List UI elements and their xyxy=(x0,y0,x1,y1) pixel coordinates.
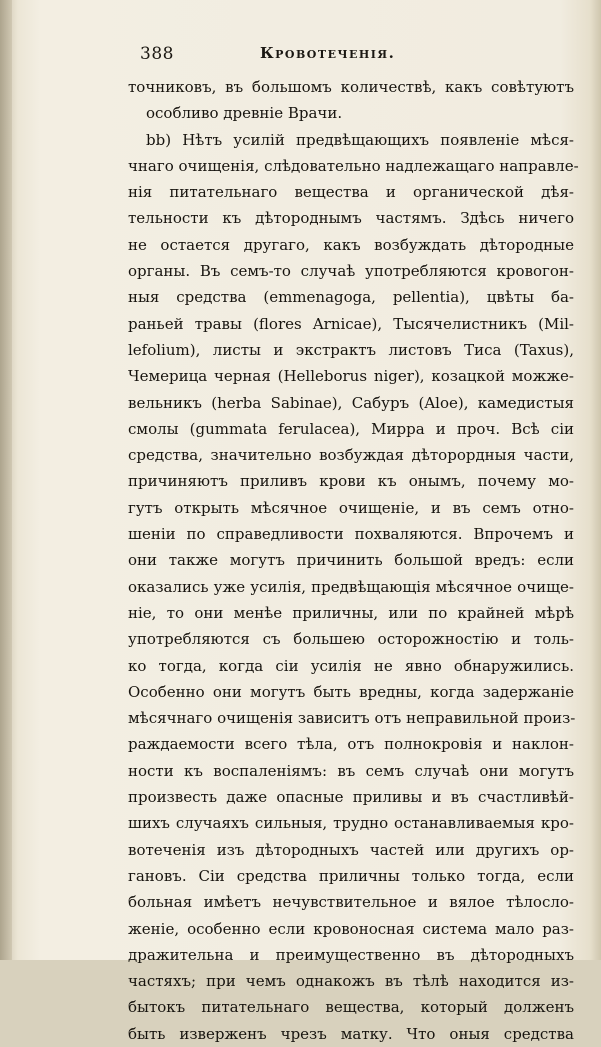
text-line: быть изверженъ чрезъ матку. Что оныя средства xyxy=(128,1024,574,1043)
text-line: тельности къ дѣтороднымъ частямъ. Здѣсь ничего xyxy=(128,209,574,228)
text-line: причиняютъ приливъ крови къ онымъ, почему мо- xyxy=(128,472,574,491)
text-line: они также могутъ причинить большой вредъ: если xyxy=(128,551,574,570)
text-line: Чемерица черная (Helleborus niger), козацкой можже- xyxy=(128,367,574,386)
text-line: гутъ открыть мѣсячное очищеніе, и въ семъ отно- xyxy=(128,498,574,517)
text-line: смолы (gummata ferulacea), Мирра и проч. Всѣ сіи xyxy=(128,419,574,438)
page-header xyxy=(140,44,560,68)
text-line: lefolium), листы и экстрактъ листовъ Тиса (Taxus), xyxy=(128,340,574,359)
text-line: ко тогда, когда сіи усилія не явно обнаружились. xyxy=(128,656,574,675)
text-line: ныя средства (emmenagoga, pellentia), цвѣты ба- xyxy=(128,288,574,307)
text-line: не остается другаго, какъ возбуждать дѣтородные xyxy=(128,235,574,254)
text-line: особливо древніе Врачи. xyxy=(146,104,343,123)
text-line: органы. Въ семъ-то случаѣ употребляются кровогон- xyxy=(128,262,574,281)
text-line: точниковъ, въ большомъ количествѣ, какъ совѣтуютъ xyxy=(128,78,574,96)
text-line: средства, значительно возбуждая дѣторордныя части, xyxy=(128,446,574,465)
running-head: Кровотеченія. xyxy=(260,44,396,62)
page-number: 388 xyxy=(140,44,174,64)
text-line: частяхъ; при чемъ однакожъ въ тѣлѣ находится из- xyxy=(128,972,574,991)
text-line: нія питательнаго вещества и органической дѣя- xyxy=(128,183,574,202)
text-line: шихъ случаяхъ сильныя, трудно останавливаемыя кро- xyxy=(128,814,574,833)
text-line: раньей травы (flores Arnicae), Тысячелистникъ (Mil- xyxy=(128,314,574,333)
text-line: ности къ воспаленіямъ: въ семъ случаѣ они могутъ xyxy=(128,761,574,780)
text-line: употребляются съ большею осторожностію и толь- xyxy=(128,630,574,649)
text-line: мѣсячнаго очищенія зависитъ отъ неправильной произ- xyxy=(128,709,576,728)
text-line: гановъ. Сіи средства приличны только тогда, если xyxy=(128,866,574,885)
text-line: вельникъ (herba Sabinae), Сабуръ (Aloe), камедистыя xyxy=(128,393,574,412)
text-line: бытокъ питательнаго вещества, который долженъ xyxy=(128,998,574,1017)
text-line: вотеченія изъ дѣтородныхъ частей или другихъ ор- xyxy=(128,840,574,859)
text-line: bb) Нѣтъ усилій предвѣщающихъ появленіе мѣся- xyxy=(146,130,574,149)
page-gutter-shadow xyxy=(0,0,12,960)
text-line: шеніи по справедливости похваляются. Впрочемъ и xyxy=(128,525,574,544)
body-text xyxy=(128,74,579,1047)
text-line: больная имѣетъ нечувствительное и вялое тѣлосло- xyxy=(128,893,574,912)
text-line: оказались уже усилія, предвѣщающія мѣсячное очище- xyxy=(128,577,574,596)
text-line: Особенно они могутъ быть вредны, когда задержаніе xyxy=(128,682,574,701)
text-line: чнаго очищенія, слѣдовательно надлежащаго направле- xyxy=(128,156,579,175)
text-line: произвесть даже опасные приливы и въ счастливѣй- xyxy=(128,788,574,807)
text-line: женіе, особенно если кровоносная система мало раз- xyxy=(128,919,574,938)
text-line: дражительна и преимущественно въ дѣтородныхъ xyxy=(128,945,574,964)
text-line: раждаемости всего тѣла, отъ полнокровія и наклон- xyxy=(128,735,574,754)
text-line: ніе, то они менѣе приличны, или по крайней мѣрѣ xyxy=(128,603,574,622)
